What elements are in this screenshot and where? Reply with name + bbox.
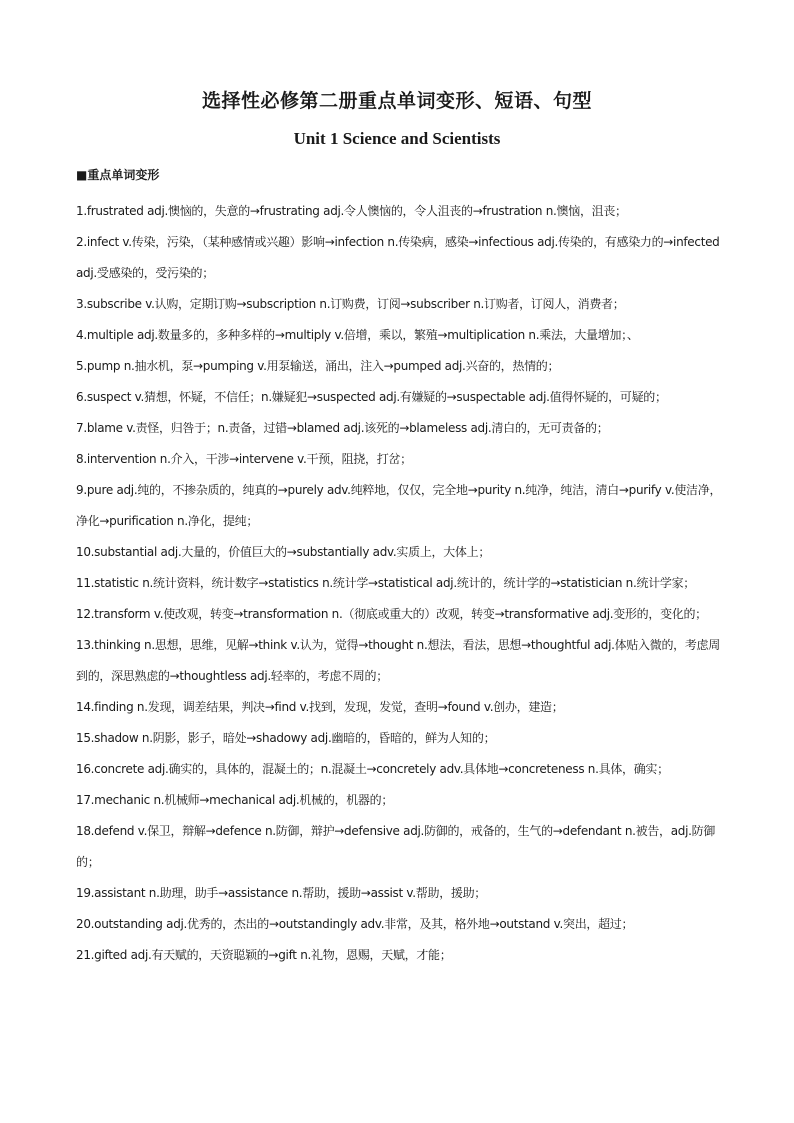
vocab-entry: 3.subscribe v.认购，定期订购→subscription n.订购费，订阅→subscriber n.订购者，订阅人，消费者； — [76, 297, 625, 311]
vocab-entry: 14.finding n.发现，调差结果，判决→find v.找到，发现，发觉，查明→found v.创办，建造； — [76, 700, 564, 714]
vocab-entry: 18.defend v.保卫，辩解→defence n.防御，辩护→defensive adj.防御的，戒备的，生气的→defendant n.被告，adj.防御的； — [76, 824, 716, 869]
vocab-entry: 13.thinking n.思想，思维，见解→think v.认为，觉得→thought n.想法，看法，思想→thoughtful adj.体贴入微的，考虑周到的，深思熟虑的→thoughtless adj.轻率的，考虑不周的； — [76, 638, 720, 683]
page-title: 选择性必修第二册重点单词变形、短语、句型 — [201, 90, 592, 112]
vocab-entry: 9.pure adj.纯的，不掺杂质的，纯真的→purely adv.纯粹地，仅仅，完全地→purity n.纯净，纯洁，清白→purify v.使洁净，净化→purification n.净化，提纯； — [76, 483, 722, 528]
vocab-entry: 6.suspect v.猜想，怀疑，不信任；n.嫌疑犯→suspected adj.有嫌疑的→suspectable adj.值得怀疑的，可疑的； — [76, 390, 667, 404]
vocab-entry: 8.intervention n.介入，干涉→intervene v.干预，阻挠，打岔； — [76, 452, 412, 466]
vocab-entry: 21.gifted adj.有天赋的，天资聪颖的→gift n.礼物，恩赐，天赋，才能； — [76, 948, 452, 962]
vocab-entry: 4.multiple adj.数量多的，多种多样的→multiply v.倍增，乘以，繁殖→multiplication n.乘法，大量增加；、 — [76, 328, 639, 342]
vocab-entry: 1.frustrated adj.懊恼的，失意的→frustrating adj.令人懊恼的，令人沮丧的→frustration n.懊恼，沮丧； — [76, 204, 627, 218]
vocab-entry: 7.blame v.责怪，归咎于；n.责备，过错→blamed adj.该死的→blameless adj.清白的，无可责备的； — [76, 421, 609, 435]
section-heading: ■重点单词变形 — [76, 168, 160, 182]
vocabulary-list — [76, 196, 728, 971]
vocab-entry: 16.concrete adj.确实的，具体的，混凝土的；n.混凝土→concretely adv.具体地→concreteness n.具体，确实； — [76, 762, 669, 776]
vocab-entry: 5.pump n.抽水机，泵→pumping v.用泵输送，涌出，注入→pumped adj.兴奋的，热情的； — [76, 359, 560, 373]
vocab-entry: 19.assistant n.助理，助手→assistance n.帮助，援助→assist v.帮助，援助； — [76, 886, 487, 900]
vocab-entry: 20.outstanding adj.优秀的，杰出的→outstandingly adv.非常，及其，格外地→outstand v.突出，超过； — [76, 917, 634, 931]
vocab-entry: 17.mechanic n.机械师→mechanical adj.机械的，机器的； — [76, 793, 394, 807]
unit-title: Unit 1 Science and Scientists — [293, 129, 501, 148]
vocab-entry: 11.statistic n.统计资料，统计数字→statistics n.统计学→statistical adj.统计的，统计学的→statistician n.统计学家； — [76, 576, 695, 590]
vocab-entry: 10.substantial adj.大量的，价值巨大的→substantially adv.实质上，大体上； — [76, 545, 491, 559]
vocab-entry: 2.infect v.传染，污染，（某种感情或兴趣）影响→infection n.传染病，感染→infectious adj.传染的，有感染力的→infected adj.受感染的，受污染的； — [76, 235, 720, 280]
vocab-entry: 15.shadow n.阴影，影子，暗处→shadowy adj.幽暗的，昏暗的，鲜为人知的； — [76, 731, 496, 745]
vocab-entry: 12.transform v.使改观，转变→transformation n.（彻底或重大的）改观，转变→transformative adj.变形的，变化的； — [76, 607, 707, 621]
